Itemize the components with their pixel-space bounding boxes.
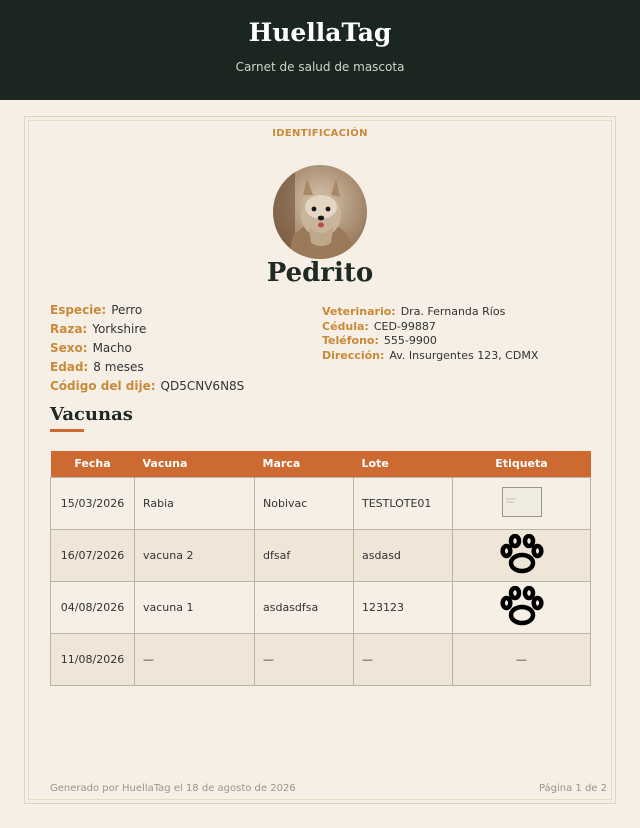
cell-label: — [453,633,591,685]
section-label: IDENTIFICACIÓN [272,128,368,139]
brand-title: HuellaTag [248,18,392,47]
cell-date: 16/07/2026 [51,529,135,581]
cell-vaccine: Rabia [135,477,255,529]
header [0,0,640,100]
pet-field-species: Especie: Perro [50,303,143,317]
pet-photo [273,165,367,259]
cell-date: 04/08/2026 [51,581,135,633]
table-row [51,633,591,685]
cell-vaccine: vacuna 2 [135,529,255,581]
vet-field-phone: Teléfono: 555-9900 [322,334,437,348]
cell-date: 11/08/2026 [51,633,135,685]
cell-label [453,581,591,633]
cell-vaccine: — [135,633,255,685]
col-header-lot: Lote [354,451,453,477]
paw-icon [500,586,544,626]
table-row [51,581,591,633]
col-header-vaccine: Vacuna [135,451,255,477]
pet-info [50,303,244,398]
vaccines-table [50,451,591,686]
label-image-icon [502,487,542,517]
vet-field-address: Dirección: Av. Insurgentes 123, CDMX [322,348,539,362]
footer-generated: Generado por HuellaTag el 18 de agosto de 2026 [50,783,296,794]
cell-date: 15/03/2026 [51,477,135,529]
col-header-brand: Marca [255,451,354,477]
vet-info [322,305,538,363]
cell-label [453,529,591,581]
table-header-row [51,451,591,477]
cell-vaccine: vacuna 1 [135,581,255,633]
pet-field-age: Edad: 8 meses [50,360,144,374]
cell-lot: 123123 [354,581,453,633]
cell-brand: Nobivac [255,477,354,529]
cell-brand: — [255,633,354,685]
vaccines-title: Vacunas [50,404,133,425]
table-row [51,529,591,581]
paw-icon [500,534,544,574]
pet-field-sex: Sexo: Macho [50,341,132,355]
pet-field-tag-code: Código del dije: QD5CNV6N8S [50,379,245,393]
header-subtitle: Carnet de salud de mascota [235,60,405,74]
vet-field-name: Veterinario: Dra. Fernanda Ríos [322,305,506,318]
vaccines-title-underline [50,429,84,432]
pet-field-breed: Raza: Yorkshire [50,322,147,336]
vet-field-license: Cédula: CED-99887 [322,319,436,333]
cell-brand: asdasdfsa [255,581,354,633]
cell-label [453,477,591,529]
dog-photo-icon [273,165,367,259]
cell-lot: asdasd [354,529,453,581]
cell-lot: — [354,633,453,685]
table-row [51,477,591,529]
cell-lot: TESTLOTE01 [354,477,453,529]
col-header-date: Fecha [51,451,135,477]
footer-page-number: Página 1 de 2 [538,783,607,794]
cell-brand: dfsaf [255,529,354,581]
col-header-label: Etiqueta [453,451,591,477]
pet-name: Pedrito [266,258,374,288]
